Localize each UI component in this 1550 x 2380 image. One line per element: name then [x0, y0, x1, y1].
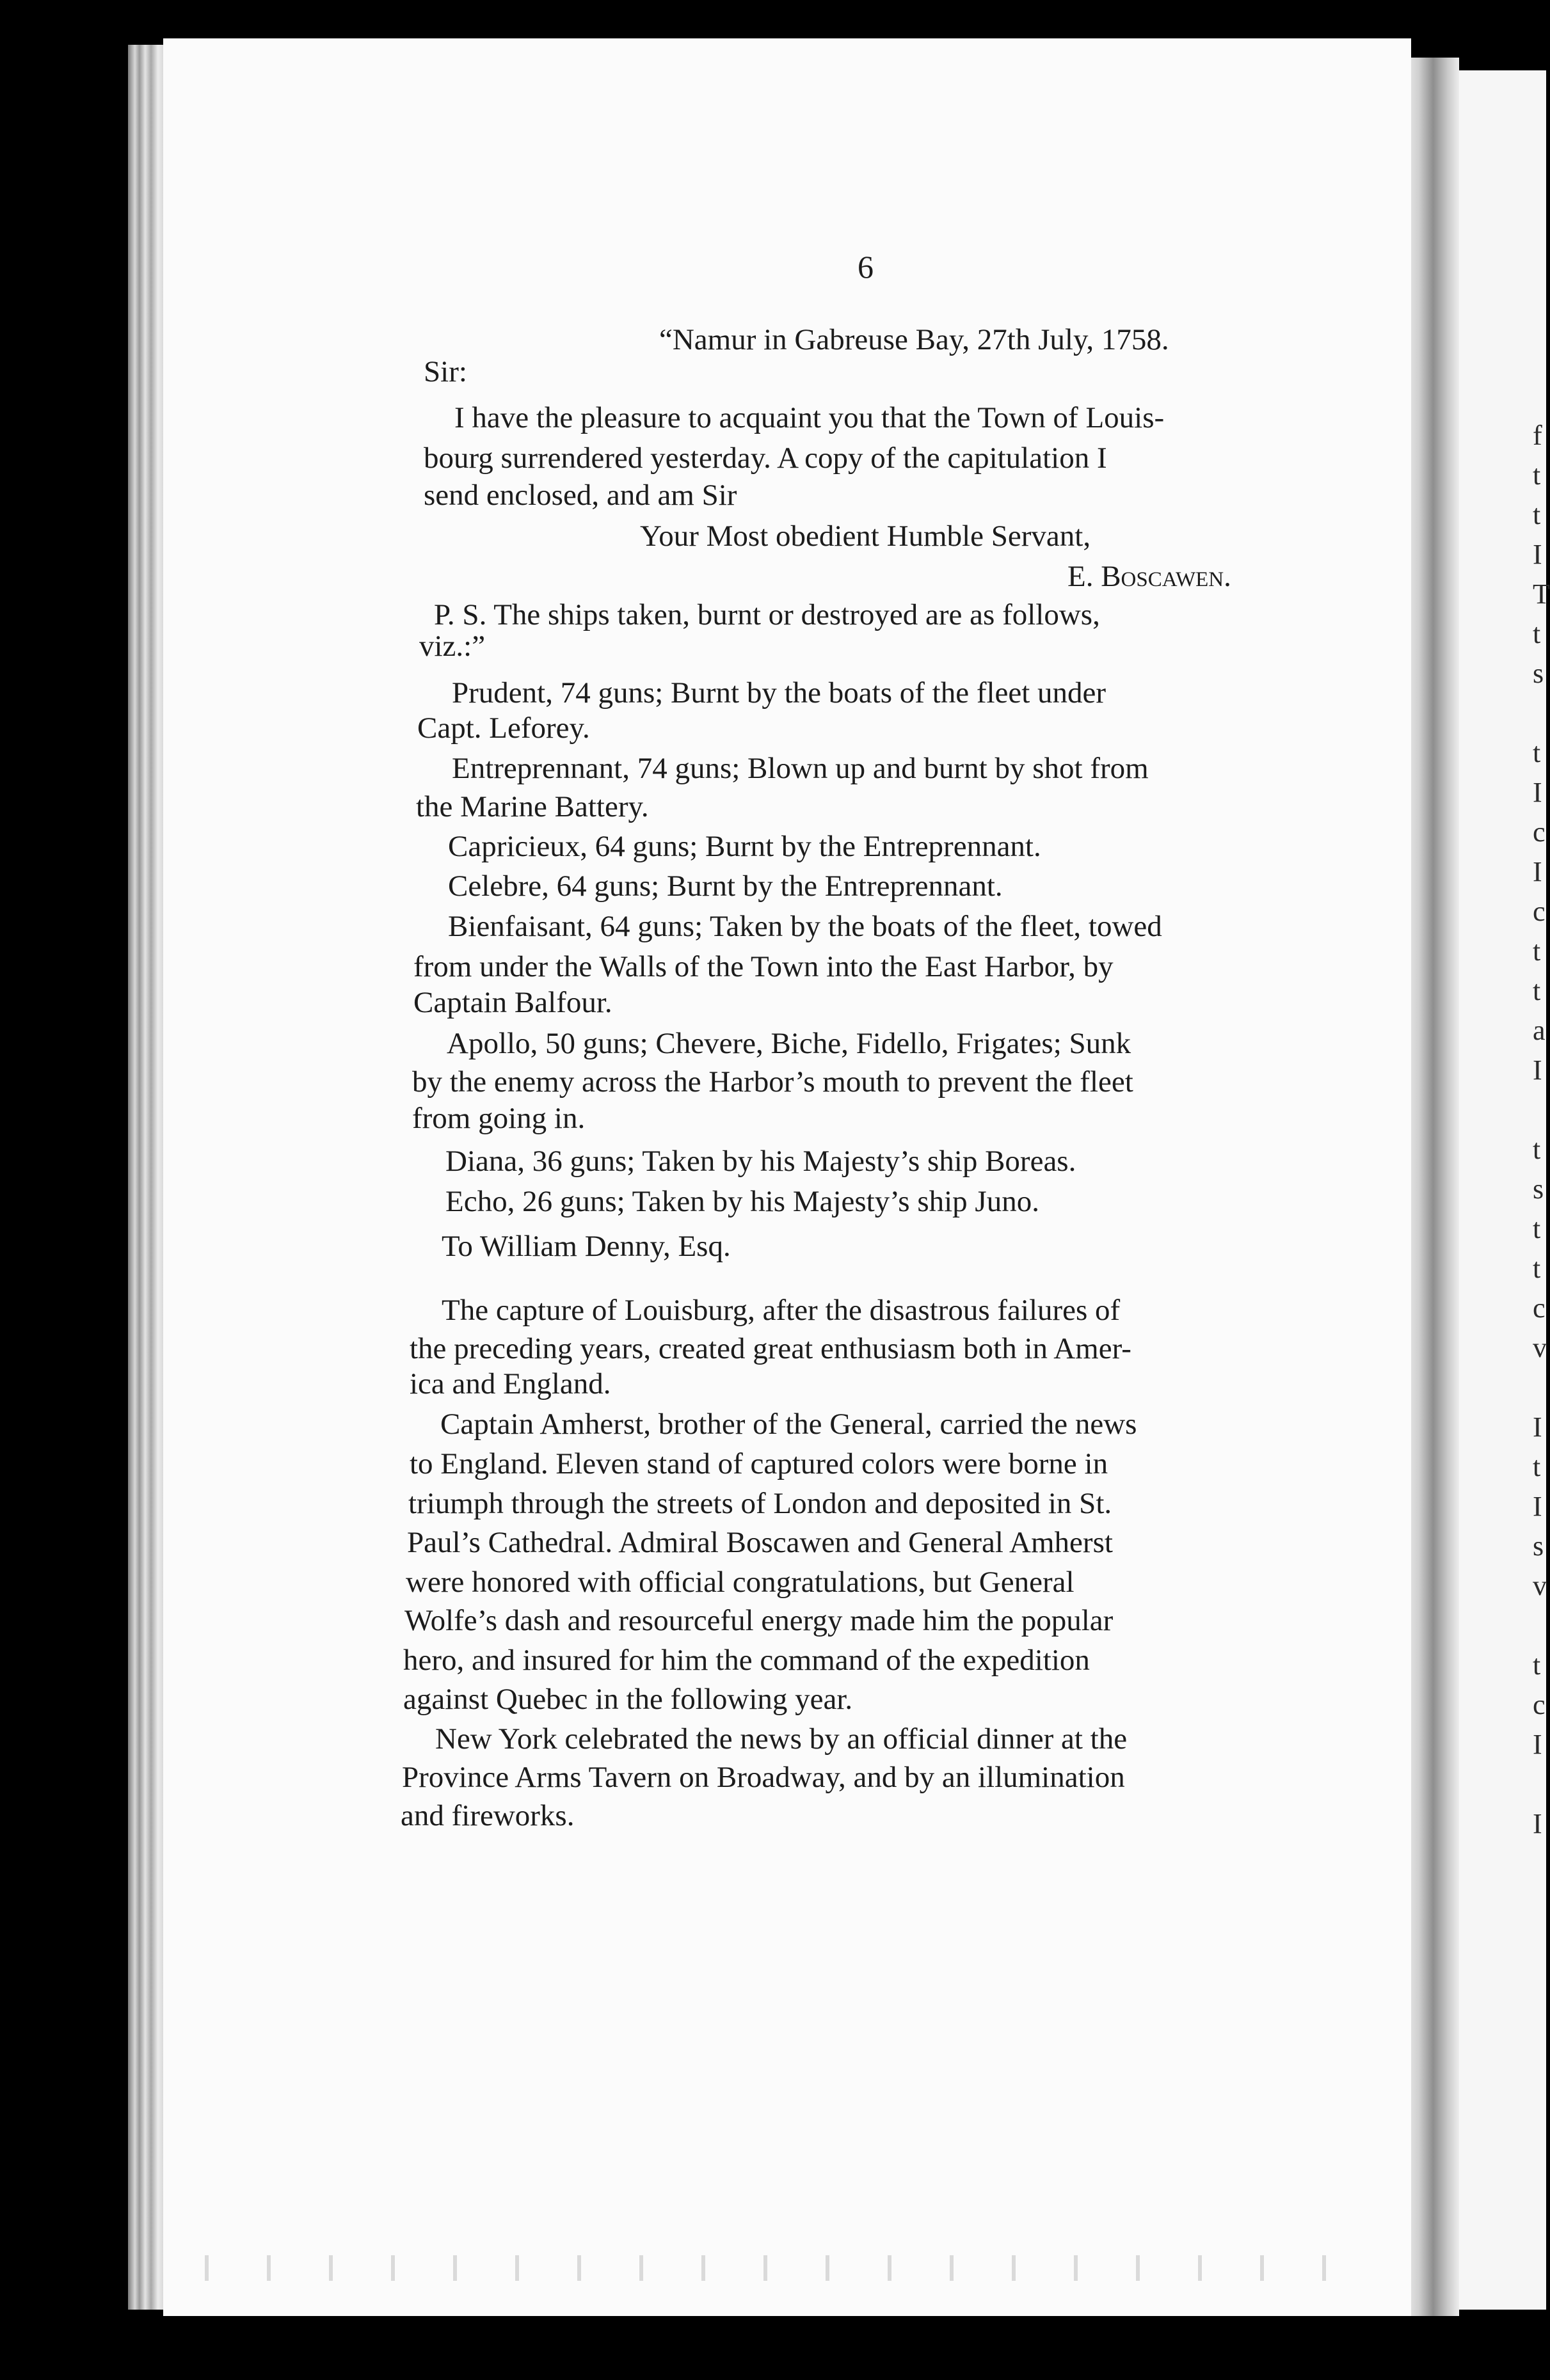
letter-dateline: “Namur in Gabreuse Bay, 27th July, 1758.	[659, 323, 1169, 356]
adjacent-page-letter: t	[1533, 499, 1541, 530]
adjacent-page-letter: I	[1533, 1729, 1542, 1760]
adjacent-page-letter: I	[1533, 856, 1542, 887]
adjacent-page-letter: t	[1533, 1134, 1541, 1165]
adjacent-page-letter: t	[1533, 737, 1541, 768]
ship-entry-line: Bienfaisant, 64 guns; Taken by the boats of the fleet, towed	[448, 910, 1162, 943]
page-edge-stack	[128, 45, 166, 2310]
adjacent-page-letter: c	[1533, 1292, 1546, 1324]
postscript-line: viz.:”	[419, 630, 486, 663]
narrative-line: triumph through the streets of London and deposited in St.	[408, 1487, 1112, 1520]
narrative-line: Paul’s Cathedral. Admiral Boscawen and General Amherst	[407, 1526, 1113, 1559]
narrative-line: were honored with official congratulations, but General	[406, 1566, 1075, 1599]
adjacent-page-letter: c	[1533, 1689, 1546, 1720]
adjacent-page-letter: s	[1533, 1173, 1544, 1205]
adjacent-page-letter	[1533, 1765, 1546, 1804]
ship-entry-line: Entreprennant, 74 guns; Blown up and burnt by shot from	[452, 752, 1149, 785]
ship-entry-line: from under the Walls of the Town into the East Harbor, by	[413, 950, 1114, 983]
ship-entry-line: Celebre, 64 guns; Burnt by the Entreprennant.	[448, 869, 1003, 903]
adjacent-page-letter: c	[1533, 896, 1546, 927]
narrative-line: Wolfe’s dash and resourceful energy made him the popular	[404, 1604, 1114, 1637]
narrative-line: New York celebrated the news by an official dinner at the	[435, 1722, 1128, 1756]
narrative-line: ica and England.	[410, 1367, 611, 1400]
letter-closing: Your Most obedient Humble Servant,	[640, 520, 1091, 553]
narrative-line: The capture of Louisburg, after the disastrous failures of	[442, 1294, 1121, 1327]
ship-entry-line: Captain Balfour.	[413, 986, 612, 1019]
narrative-line: Captain Amherst, brother of the General, carried the news	[440, 1408, 1137, 1441]
page-number: 6	[858, 249, 874, 285]
letter-body-line: I have the pleasure to acquaint you that the Town of Louis-	[454, 401, 1165, 434]
narrative-line: Province Arms Tavern on Broadway, and by an illumination	[402, 1761, 1125, 1794]
adjacent-page-letter: t	[1533, 975, 1541, 1006]
adjacent-page-letter: I	[1533, 1491, 1542, 1522]
ship-entry-line: Echo, 26 guns; Taken by his Majesty’s ship Juno.	[445, 1185, 1039, 1218]
ship-entry-line: by the enemy across the Harbor’s mouth to prevent the fleet	[412, 1065, 1133, 1099]
adjacent-page-letter: t	[1533, 1649, 1541, 1681]
narrative-line: to England. Eleven stand of captured colors were borne in	[410, 1447, 1108, 1480]
adjacent-page-letter: t	[1533, 1213, 1541, 1244]
adjacent-page-letter	[1533, 1368, 1546, 1408]
ship-entry-line: from going in.	[412, 1102, 586, 1135]
adjacent-page-letter: t	[1533, 459, 1541, 491]
adjacent-page-letter: v	[1533, 1570, 1547, 1601]
adjacent-page-letter	[1533, 1090, 1546, 1130]
adjacent-page-letter: I	[1533, 1808, 1542, 1839]
adjacent-page-letter: I	[1533, 1411, 1542, 1443]
ship-entry-line: Apollo, 50 guns; Chevere, Biche, Fidello, Frigates; Sunk	[447, 1027, 1131, 1060]
adjacent-page-letter: s	[1533, 1530, 1544, 1562]
letter-body-line: bourg surrendered yesterday. A copy of the capitulation I	[424, 441, 1107, 475]
ship-entry-line: Capt. Leforey.	[417, 711, 590, 745]
ship-entry-line: Prudent, 74 guns; Burnt by the boats of the fleet under	[452, 676, 1107, 710]
ship-entry-line: the Marine Battery.	[416, 790, 649, 823]
letter-body-line: send enclosed, and am Sir	[424, 479, 737, 512]
letter-signature: E. Boscawen.	[1067, 560, 1231, 593]
narrative-line: and fireworks.	[401, 1799, 575, 1832]
adjacent-page-letter: I	[1533, 539, 1542, 570]
adjacent-page-letter: T	[1533, 578, 1550, 610]
letter-addressee: To William Denny, Esq.	[442, 1230, 731, 1263]
adjacent-page-letter: v	[1533, 1332, 1547, 1363]
narrative-line: hero, and insured for him the command of the expedition	[403, 1644, 1090, 1677]
adjacent-page-letter: t	[1533, 935, 1541, 967]
ship-entry-line: Diana, 36 guns; Taken by his Majesty’s ship Boreas.	[445, 1145, 1076, 1178]
adjacent-page-letter: I	[1533, 777, 1542, 808]
adjacent-page-letter: c	[1533, 816, 1546, 848]
adjacent-page-letter: f	[1533, 420, 1542, 451]
narrative-line: the preceding years, created great enthusiasm both in Amer-	[410, 1332, 1131, 1365]
adjacent-page-letter	[1533, 694, 1546, 733]
adjacent-page-letter: t	[1533, 1253, 1541, 1284]
adjacent-page-letter: s	[1533, 658, 1544, 689]
letter-salutation: Sir:	[424, 355, 467, 388]
narrative-line: against Quebec in the following year.	[403, 1683, 853, 1716]
page-bottom-smudge	[179, 2255, 1376, 2281]
ship-entry-line: Capricieux, 64 guns; Burnt by the Entreprennant.	[448, 830, 1041, 863]
adjacent-page-letter: a	[1533, 1015, 1546, 1046]
adjacent-page-letter	[1533, 1606, 1546, 1646]
adjacent-page-text	[1533, 416, 1550, 1844]
adjacent-page-letter: t	[1533, 618, 1541, 649]
postscript-line: P. S. The ships taken, burnt or destroyed are as follows,	[434, 598, 1100, 631]
adjacent-page-letter: I	[1533, 1054, 1542, 1086]
adjacent-page-letter: t	[1533, 1451, 1541, 1482]
